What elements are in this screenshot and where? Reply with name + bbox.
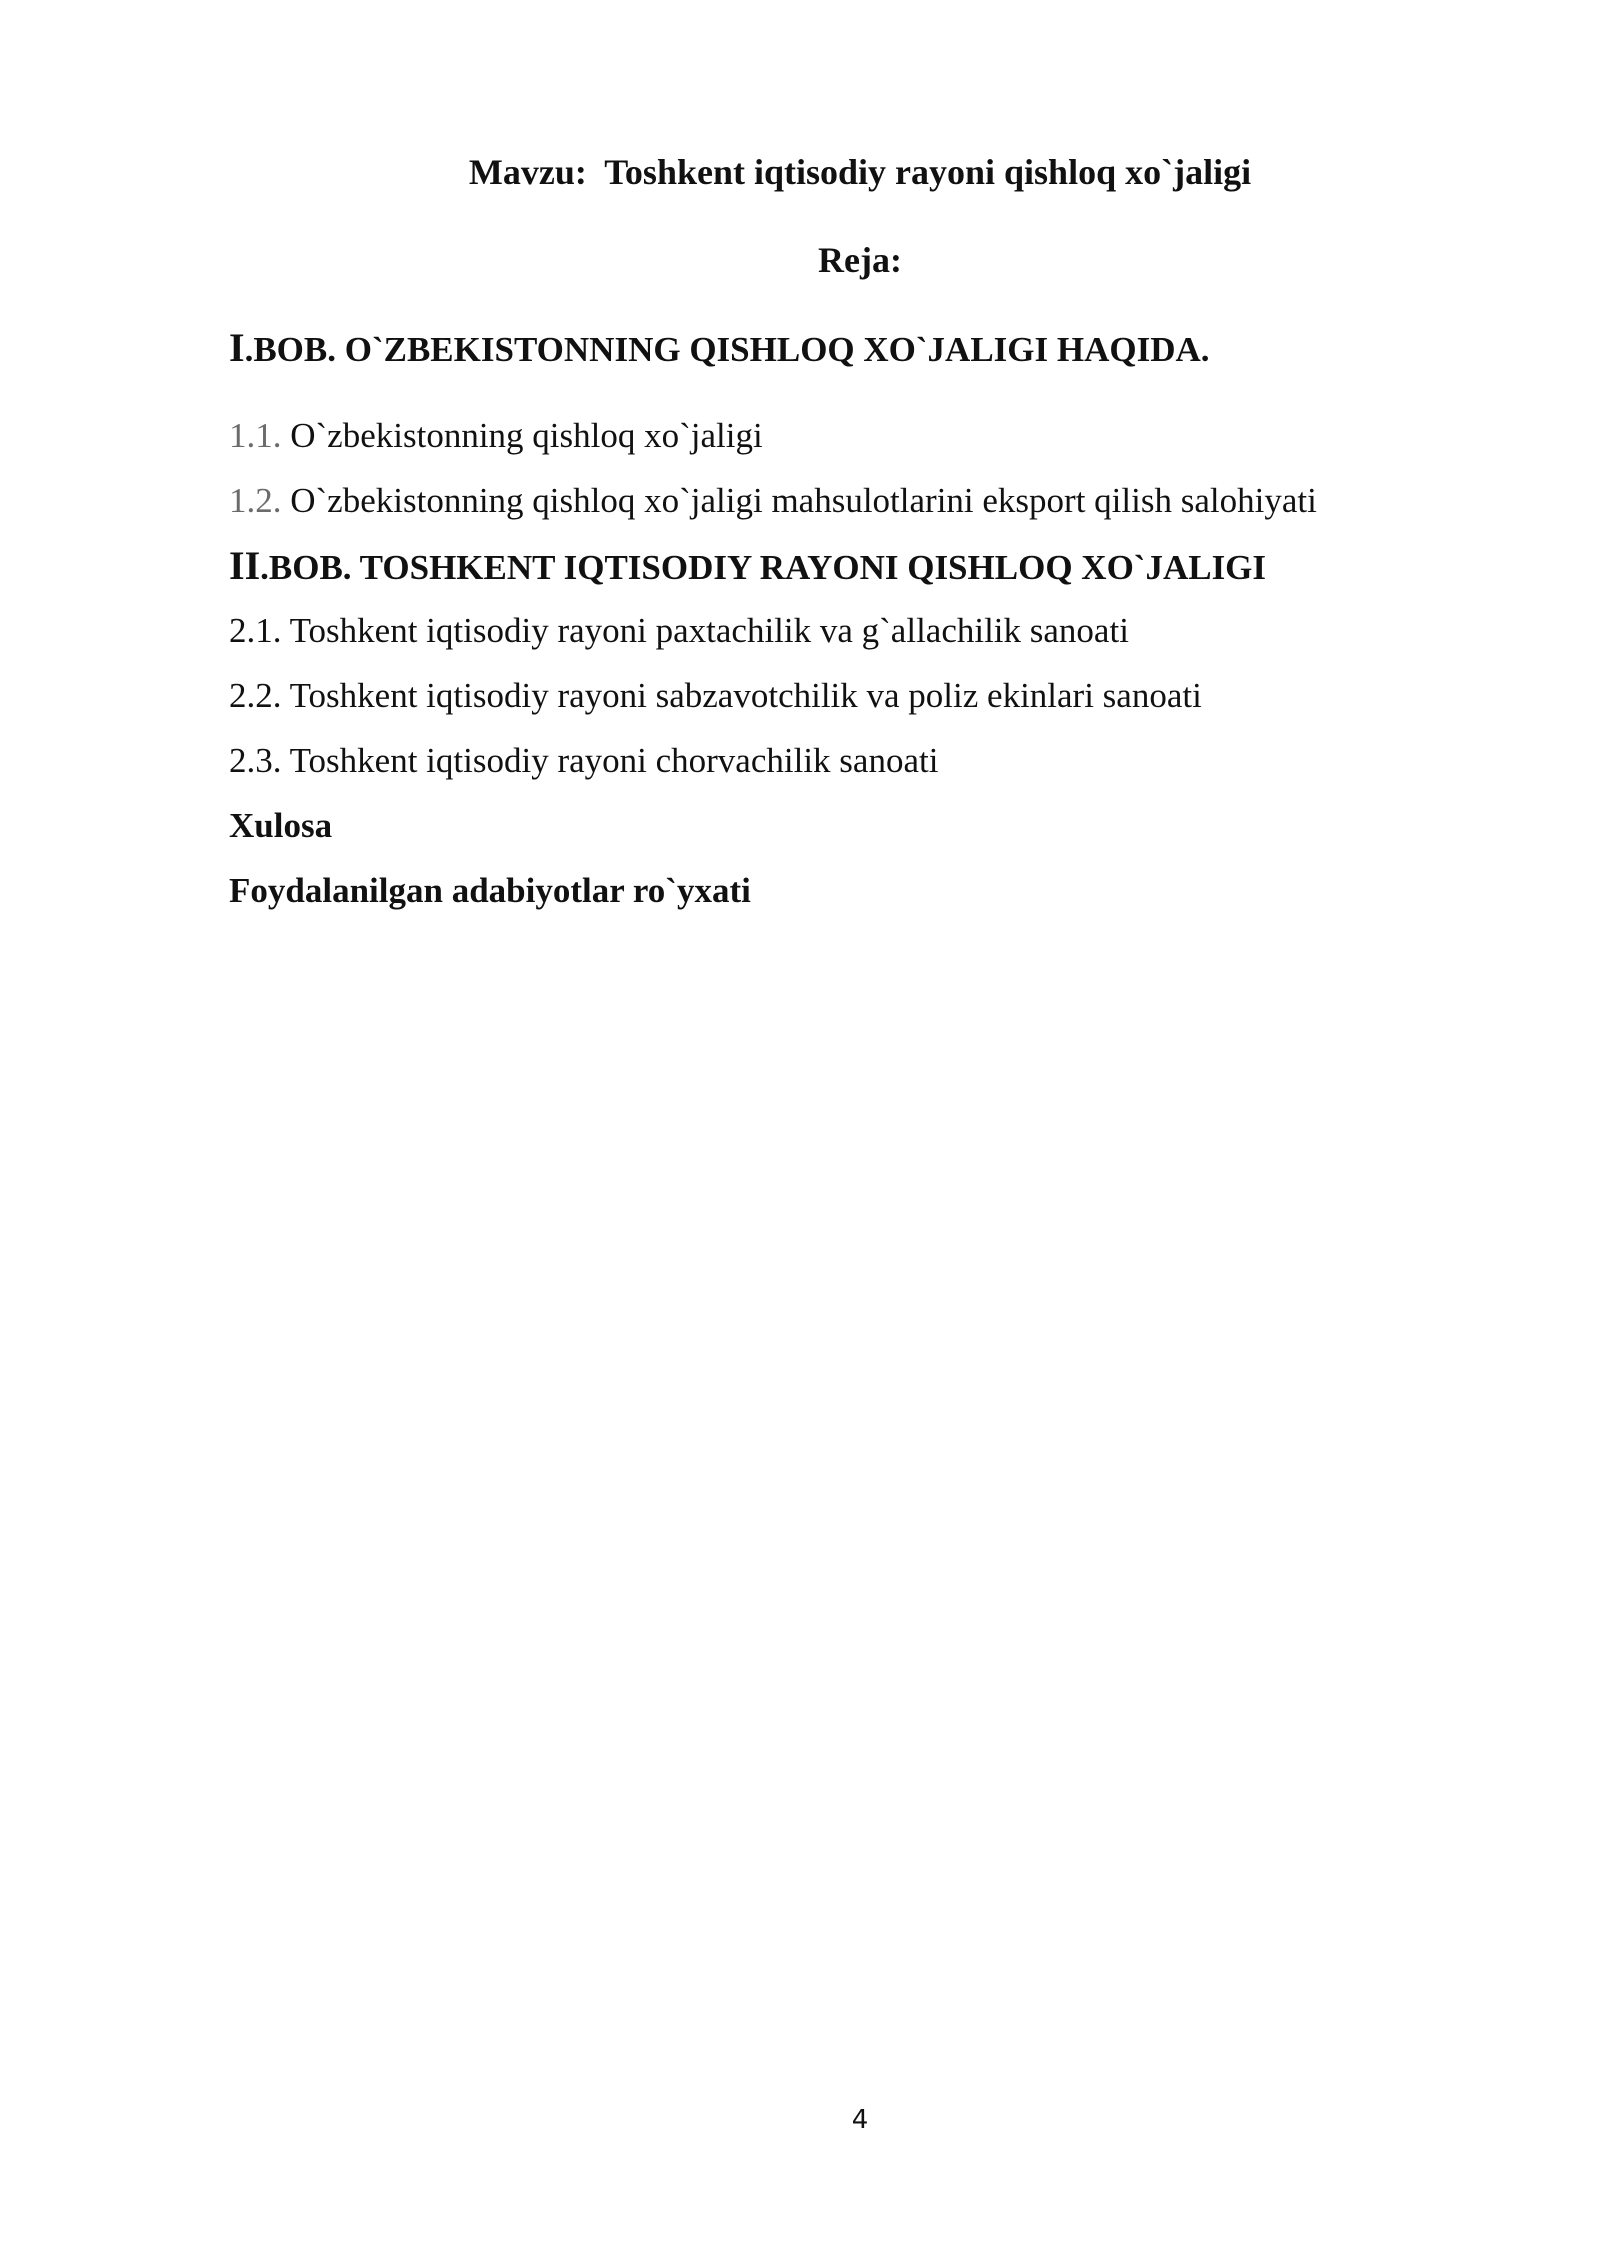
document-title: Mavzu: Toshkent iqtisodiy rayoni qishloq xo`jaligi	[468, 152, 1252, 192]
section-1-2	[229, 479, 1317, 523]
chapter-2-title: .BOB. TOSHKENT IQTISODIY RAYONI QISHLOQ XO`JALIGI	[260, 548, 1267, 587]
plan-heading: Reja:	[818, 240, 902, 280]
section-1-1-number: 1.1.	[229, 416, 282, 455]
references-heading: Foydalanilgan adabiyotlar ro`yxati	[229, 871, 751, 910]
page-number: 4	[851, 2105, 869, 2135]
conclusion-heading: Xulosa	[229, 806, 333, 845]
section-1-2-number: 1.2.	[229, 481, 282, 520]
section-1-1	[229, 414, 763, 458]
chapter-1-roman: I	[229, 325, 245, 370]
section-1-2-text: O`zbekistonning qishloq xo`jaligi mahsulotlarini eksport qilish salohiyati	[281, 481, 1317, 520]
chapter-2-roman: II	[229, 543, 261, 588]
section-1-1-text: O`zbekistonning qishloq xo`jaligi	[281, 416, 763, 455]
chapter-2-heading	[229, 544, 1266, 590]
section-2-2: 2.2. Toshkent iqtisodiy rayoni sabzavotchilik va poliz ekinlari sanoati	[229, 676, 1202, 715]
section-2-3: 2.3. Toshkent iqtisodiy rayoni chorvachilik sanoati	[229, 741, 939, 780]
chapter-1-heading	[229, 326, 1210, 372]
chapter-1-title: .BOB. O`ZBEKISTONNING QISHLOQ XO`JALIGI HAQIDA.	[244, 330, 1210, 369]
section-2-1: 2.1. Toshkent iqtisodiy rayoni paxtachilik va g`allachilik sanoati	[229, 611, 1129, 650]
